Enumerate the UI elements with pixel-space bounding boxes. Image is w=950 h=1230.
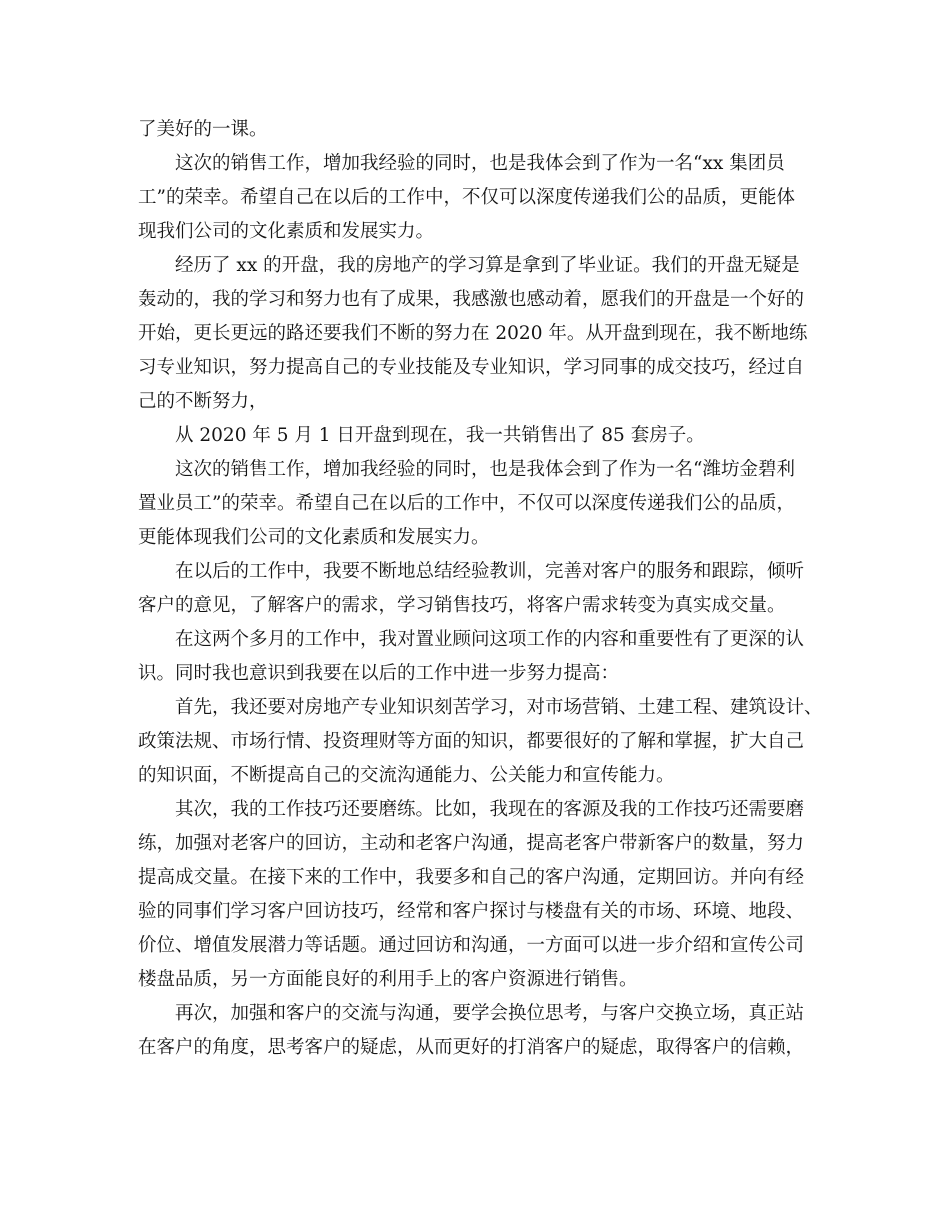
- text-line: 己的不断努力，: [138, 391, 268, 412]
- text-line: 客户的意见，了解客户的需求，学习销售技巧，将客户需求转变为真实成交量。: [138, 595, 786, 616]
- text-line: 首先，我还要对房地产专业知识刻苦学习，对市场营销、土建工程、建筑设计、: [175, 697, 823, 718]
- text-line: 其次，我的工作技巧还要磨练。比如，我现在的客源及我的工作技巧还需要磨: [175, 799, 805, 820]
- text-line: 楼盘品质，另一方面能良好的利用手上的客户资源进行销售。: [138, 969, 638, 990]
- text-line: 工”的荣幸。希望自己在以后的工作中，不仅可以深度传递我们公的品质，更能体: [138, 187, 795, 208]
- text-line: 更能体现我们公司的文化素质和发展实力。: [138, 527, 490, 548]
- text-line: 习专业知识，努力提高自己的专业技能及专业知识，学习同事的成交技巧，经过自: [138, 357, 805, 378]
- text-line: 现我们公司的文化素质和发展实力。: [138, 221, 435, 242]
- text-line: 再次，加强和客户的交流与沟通，要学会换位思考，与客户交换立场，真正站: [175, 1003, 805, 1024]
- text-line: 验的同事们学习客户回访技巧，经常和客户探讨与楼盘有关的市场、环境、地段、: [138, 901, 805, 922]
- text-line: 开始，更长更远的路还要我们不断的努力在 2020 年。从开盘到现在，我不断地练: [138, 323, 808, 344]
- text-line: 经历了 xx 的开盘，我的房地产的学习算是拿到了毕业证。我们的开盘无疑是: [175, 255, 800, 276]
- text-line: 政策法规、市场行情、投资理财等方面的知识，都要很好的了解和掌握，扩大自己: [138, 731, 805, 752]
- text-line: 在这两个多月的工作中，我对置业顾问这项工作的内容和重要性有了更深的认: [175, 629, 805, 650]
- text-line: 了美好的一课。: [138, 119, 268, 140]
- text-line: 这次的销售工作，增加我经验的同时，也是我体会到了作为一名“xx 集团员: [175, 153, 785, 174]
- text-line: 在以后的工作中，我要不断地总结经验教训，完善对客户的服务和跟踪，倾听: [175, 561, 805, 582]
- text-line: 置业员工”的荣幸。希望自己在以后的工作中，不仅可以深度传递我们公的品质，: [138, 493, 795, 514]
- text-line: 练，加强对老客户的回访，主动和老客户沟通，提高老客户带新客户的数量，努力: [138, 833, 805, 854]
- text-line: 提高成交量。在接下来的工作中，我要多和自己的客户沟通，定期回访。并向有经: [138, 867, 805, 888]
- text-line: 在客户的角度，思考客户的疑虑，从而更好的打消客户的疑虑，取得客户的信赖，: [138, 1037, 805, 1058]
- document-body: [138, 113, 823, 1065]
- text-line: 从 2020 年 5 月 1 日开盘到现在，我一共销售出了 85 套房子。: [175, 425, 705, 446]
- text-line: 价位、增值发展潜力等话题。通过回访和沟通，一方面可以进一步介绍和宣传公司: [138, 935, 805, 956]
- text-line: 这次的销售工作，增加我经验的同时，也是我体会到了作为一名“潍坊金碧利: [175, 459, 795, 480]
- text-line: 识。同时我也意识到我要在以后的工作中进一步努力提高：: [138, 663, 620, 684]
- text-line: 轰动的，我的学习和努力也有了成果，我感激也感动着，愿我们的开盘是一个好的: [138, 289, 805, 310]
- text-line: 的知识面，不断提高自己的交流沟通能力、公关能力和宣传能力。: [138, 765, 675, 786]
